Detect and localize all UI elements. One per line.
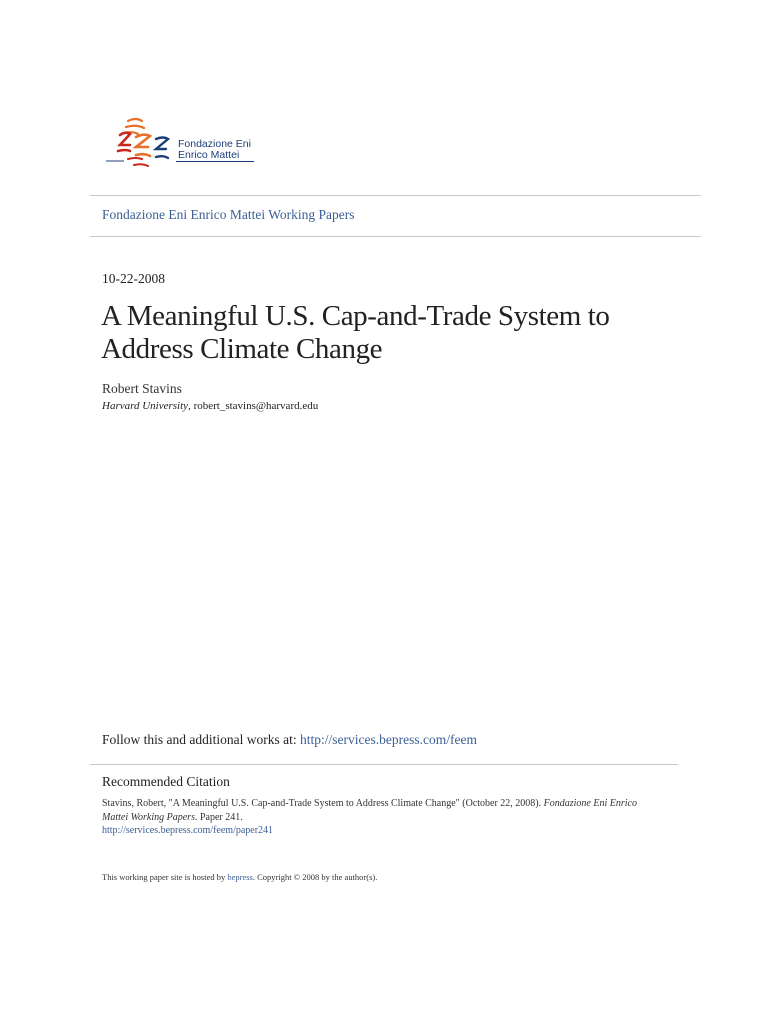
citation-series: Fondazione Eni Enrico Mattei Working Papers — [102, 798, 637, 823]
bepress-link[interactable]: bepress — [227, 872, 253, 882]
series-link[interactable]: Fondazione Eni Enrico Mattei Working Papers — [102, 207, 355, 222]
feem-logo — [106, 115, 266, 175]
recommended-citation-heading: Recommended Citation — [102, 774, 230, 789]
author-affiliation — [102, 400, 318, 412]
divider-citation — [90, 764, 678, 765]
hosted-note — [102, 872, 377, 882]
logo-line1: Fondazione Eni — [178, 138, 251, 150]
divider-top — [90, 195, 701, 196]
feem-logo-mark-icon — [106, 115, 176, 175]
hosted-prefix: This working paper site is hosted by — [102, 872, 228, 882]
author-name: Robert Stavins — [102, 381, 182, 396]
author-institution: Harvard University — [102, 400, 189, 412]
publication-date: 10-22-2008 — [102, 271, 165, 286]
follow-line — [102, 732, 477, 748]
citation-body: Stavins, Robert, "A Meaningful U.S. Cap-and-Trade System to Address Climate Change" (October 22, 2008). — [102, 798, 544, 809]
follow-label: Follow this and additional works at: — [102, 732, 300, 747]
hosted-suffix: . Copyright © 2008 by the author(s). — [252, 872, 378, 882]
logo-line2: Enrico Mattei — [178, 149, 240, 161]
logo-rule — [176, 161, 254, 162]
affiliation-separator: , — [188, 400, 194, 412]
citation-text — [102, 797, 662, 838]
citation-link[interactable]: http://services.bepress.com/feem/paper241 — [102, 825, 274, 836]
citation-paper: . Paper 241. — [194, 811, 243, 823]
follow-link[interactable]: http://services.bepress.com/feem — [300, 732, 477, 747]
author-email[interactable]: robert_stavins@harvard.edu — [193, 400, 319, 412]
divider-series — [90, 236, 701, 237]
paper-title: A Meaningful U.S. Cap-and-Trade System to Address Climate Change — [101, 300, 610, 365]
logo-wordmark — [178, 139, 251, 161]
